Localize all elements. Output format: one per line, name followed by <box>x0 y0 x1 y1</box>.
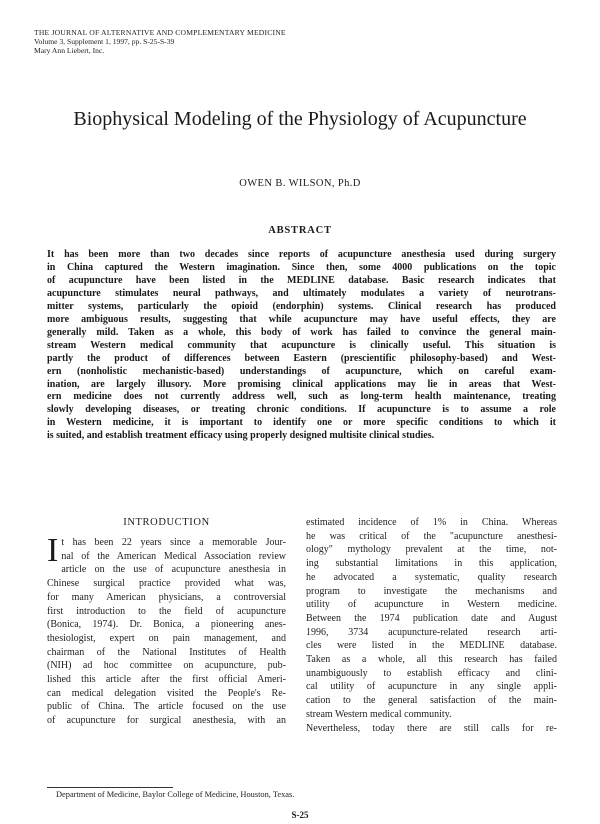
body-line: for many American physicians, a controversial <box>47 591 286 603</box>
body-line: 1996, 3734 acupuncture-related research arti- <box>306 626 557 638</box>
abstract-line: acupuncture stimulates neural pathways, and ultimately modulates a variety of neurotrans- <box>47 287 556 299</box>
body-line: Nevertheless, today there are still calls for re- <box>306 722 557 734</box>
abstract-line: partly the product of differences between Eastern (prescientific philosophy-based) and West- <box>47 352 556 364</box>
abstract-line: is suited, and establish treatment efficacy using properly designed multisite clinical studies. <box>47 430 435 442</box>
body-line: ing substantial limitations in this application, <box>306 558 557 570</box>
body-line: cal utility of acupuncture in any single appli- <box>306 681 557 693</box>
body-line: public of China. The article focused on the use <box>47 701 286 713</box>
abstract-line: ern medicine does not currently address well, such as long-term health maintenance, treating <box>47 391 556 403</box>
abstract-line: stream Western medical community that acupuncture is clinically useful. This situation is <box>47 339 556 351</box>
abstract-line: of acupuncture have been listed in the MEDLINE database. Basic research indicates that <box>47 274 556 286</box>
article-title: Biophysical Modeling of the Physiology of Acupuncture <box>73 108 527 130</box>
body-line: lished this article after the first official Ameri- <box>47 674 286 686</box>
abstract-line: slowly developing diseases, or treating chronic conditions. If acupuncture is to assume a role <box>47 404 556 416</box>
abstract-line: It has been more than two decades since reports of acupuncture anesthesia used during surgery <box>47 249 556 260</box>
body-line: article on the use of acupuncture anesthesia in <box>61 564 286 576</box>
body-line: Between the 1974 publication date and August <box>306 612 557 624</box>
body-line: program to investigate the mechanisms and <box>306 585 557 597</box>
abstract-body <box>47 249 556 443</box>
body-line: he advocated a systematic, quality research <box>306 571 557 583</box>
introduction-left-column <box>47 532 286 728</box>
body-line: he was critical of the "acupuncture anesthesi- <box>306 530 557 542</box>
introduction-heading: INTRODUCTION <box>123 517 210 528</box>
author-name: OWEN B. WILSON, Ph.D <box>239 178 361 189</box>
journal-publisher: Mary Ann Liebert, Inc. <box>34 46 105 56</box>
drop-cap: I <box>47 532 59 569</box>
body-line: of acupuncture for surgical anesthesia, with an <box>47 715 286 727</box>
introduction-right-column <box>306 516 557 735</box>
body-line: ology" mythology prevalent at the time, not- <box>306 544 557 556</box>
page-number: S-25 <box>291 810 309 820</box>
body-line: Chinese surgical practice provided what was, <box>47 578 286 590</box>
body-line: t has been 22 years since a memorable Jour- <box>61 537 286 548</box>
abstract-line: more ambiguous results, suggesting that while acupuncture may have useful effects, they are <box>47 313 556 325</box>
journal-name: THE JOURNAL OF ALTERNATIVE AND COMPLEMENTARY MEDICINE <box>34 28 286 37</box>
abstract-line: mitter systems, particularly the opioid (endorphin) systems. Clinical research has produced <box>47 300 556 312</box>
body-line: stream Western medical community. <box>306 708 452 720</box>
abstract-line: ern (nonholistic mechanistic-based) understandings of acupuncture, which on careful exam- <box>47 365 556 377</box>
body-line: can medical delegation visited the People's Re- <box>47 687 286 699</box>
abstract-line: in China captured the Western imagination. Since then, some 4000 publications on the topic <box>47 261 556 273</box>
body-line: nal of the American Medical Association review <box>61 550 286 562</box>
footnote: Department of Medicine, Baylor College of Medicine, Houston, Texas. <box>56 790 295 799</box>
body-line: Taken as a whole, all this research has failed <box>306 654 557 666</box>
body-line: unambiguously to establish efficacy and clini- <box>306 667 557 679</box>
journal-header <box>34 28 286 56</box>
body-line: estimated incidence of 1% in China. Whereas <box>306 517 557 528</box>
body-line: cles were listed in the MEDLINE database. <box>306 640 557 652</box>
body-line: utility of acupuncture in Western medicine. <box>306 599 557 611</box>
body-line: first introduction to the field of acupuncture <box>47 605 286 617</box>
abstract-heading: ABSTRACT <box>268 225 332 236</box>
body-line: thesiologist, expert on pain management, and <box>47 632 286 644</box>
body-line: (NIH) ad hoc committee on acupuncture, pub- <box>47 660 286 672</box>
body-line: (Bonica, 1974). Dr. Bonica, a pioneering anes- <box>47 619 286 631</box>
abstract-line: in Western medicine, it is important to identify one or more specific conditions to which it <box>47 417 556 429</box>
abstract-line: ination, are largely illusory. More promising clinical applications may lie in areas that West- <box>47 378 556 390</box>
abstract-line: generally mild. Taken as a whole, this body of work has failed to convince the general main- <box>47 326 556 338</box>
body-line: chairman of the National Institutes of Health <box>47 646 286 658</box>
journal-volume: Volume 3, Supplement 1, 1997, pp. S-25-S-39 <box>34 37 175 47</box>
footnote-divider <box>47 787 173 788</box>
body-line: cation to the general satisfaction of the main- <box>306 695 557 707</box>
